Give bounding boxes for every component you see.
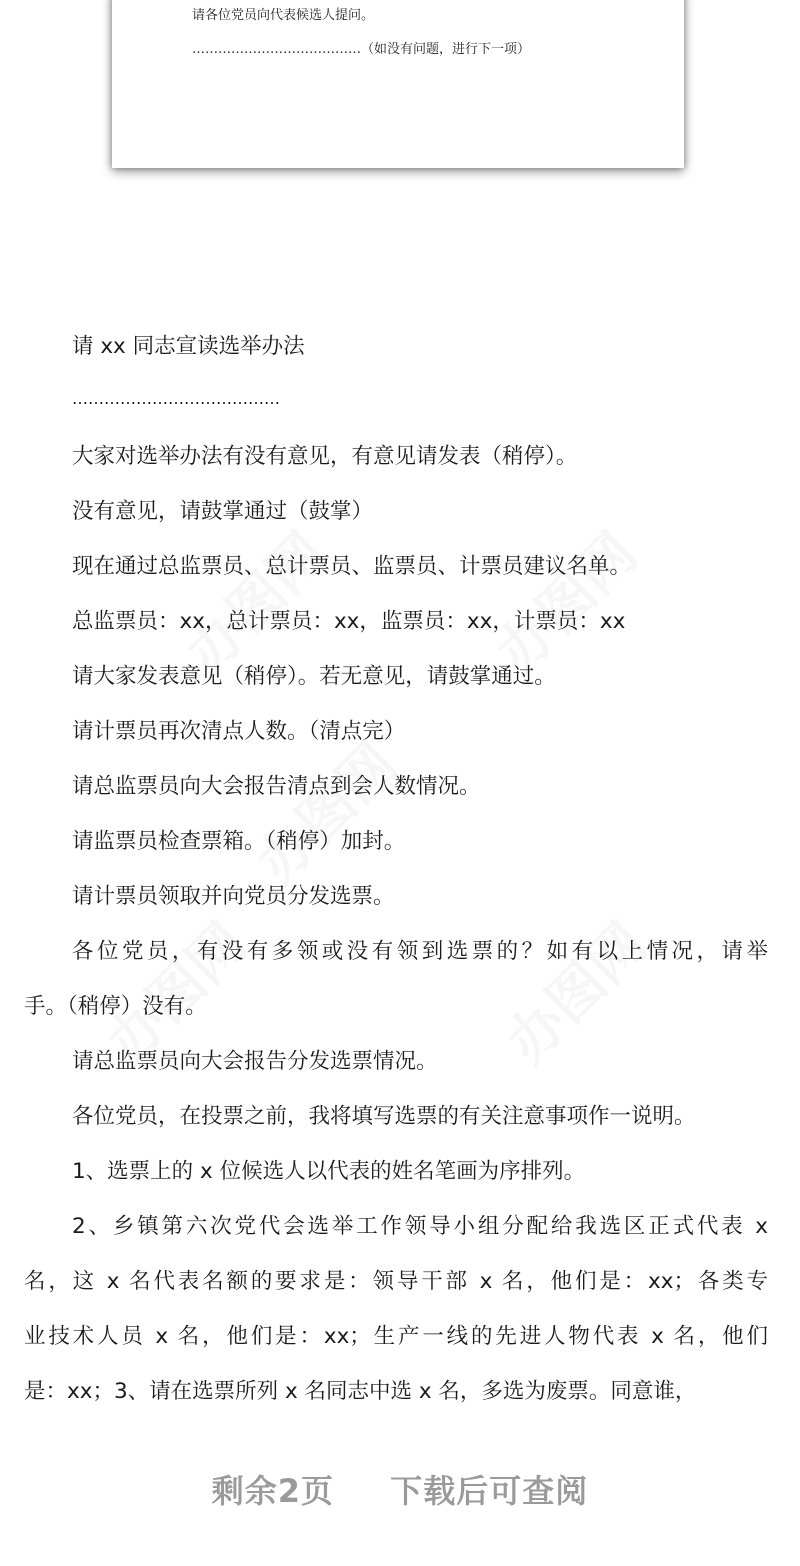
paragraph: 请大家发表意见（稍停）。若无意见，请鼓掌通过。 — [72, 664, 556, 689]
card-text-line: …………………………………（如没有问题，进行下一项） — [192, 42, 531, 57]
paragraph: 各位党员，在投票之前，我将填写选票的有关注意事项作一说明。 — [72, 1104, 696, 1129]
paragraph-continuation: 手。（稍停）没有。 — [24, 994, 207, 1019]
paragraph: 请计票员再次清点人数。（清点完） — [72, 719, 406, 744]
watermark — [486, 902, 661, 1077]
paragraph: 大家对选举办法有没有意见，有意见请发表（稍停）。 — [72, 444, 578, 469]
download-prompt[interactable] — [0, 1466, 800, 1512]
paragraph: 总监票员：xx，总计票员：xx，监票员：xx，计票员：xx — [72, 609, 626, 634]
download-to-view-label: 下载后可查阅 — [390, 1472, 589, 1510]
paragraph: 现在通过总监票员、总计票员、监票员、计票员建议名单。 — [72, 554, 632, 579]
paragraph-continuation: 是：xx；3、请在选票所列 x 名同志中选 x 名，多选为废票。同意谁， — [24, 1379, 697, 1404]
paragraph: 请总监票员向大会报告清点到会人数情况。 — [72, 774, 481, 799]
paragraph: 请监票员检查票箱。（稍停）加封。 — [72, 829, 406, 854]
paragraph-continuation: 名，这 x 名代表名额的要求是：领导干部 x 名，他们是：xx；各类专 — [24, 1269, 768, 1294]
paragraph: 2、乡镇第六次党代会选举工作领导小组分配给我选区正式代表 x — [72, 1214, 768, 1239]
paragraph: 请总监票员向大会报告分发选票情况。 — [72, 1049, 438, 1074]
paragraph: ………………………………… — [72, 389, 280, 408]
paragraph: 请 xx 同志宣读选举办法 — [72, 334, 305, 359]
paragraph: 各位党员，有没有多领或没有领到选票的？如有以上情况，请举 — [72, 939, 768, 964]
preview-page-card — [112, 0, 684, 168]
paragraph: 1、选票上的 x 位候选人以代表的姓名笔画为序排列。 — [72, 1159, 586, 1184]
remaining-pages-label: 剩余2页 — [211, 1472, 334, 1510]
paragraph-continuation: 业技术人员 x 名，他们是：xx；生产一线的先进人物代表 x 名，他们 — [24, 1324, 768, 1349]
card-text-line: 请各位党员向代表候选人提问。 — [192, 8, 375, 23]
paragraph: 没有意见，请鼓掌通过（鼓掌） — [72, 499, 374, 524]
paragraph: 请计票员领取并向党员分发选票。 — [72, 884, 395, 909]
watermark — [236, 722, 411, 897]
